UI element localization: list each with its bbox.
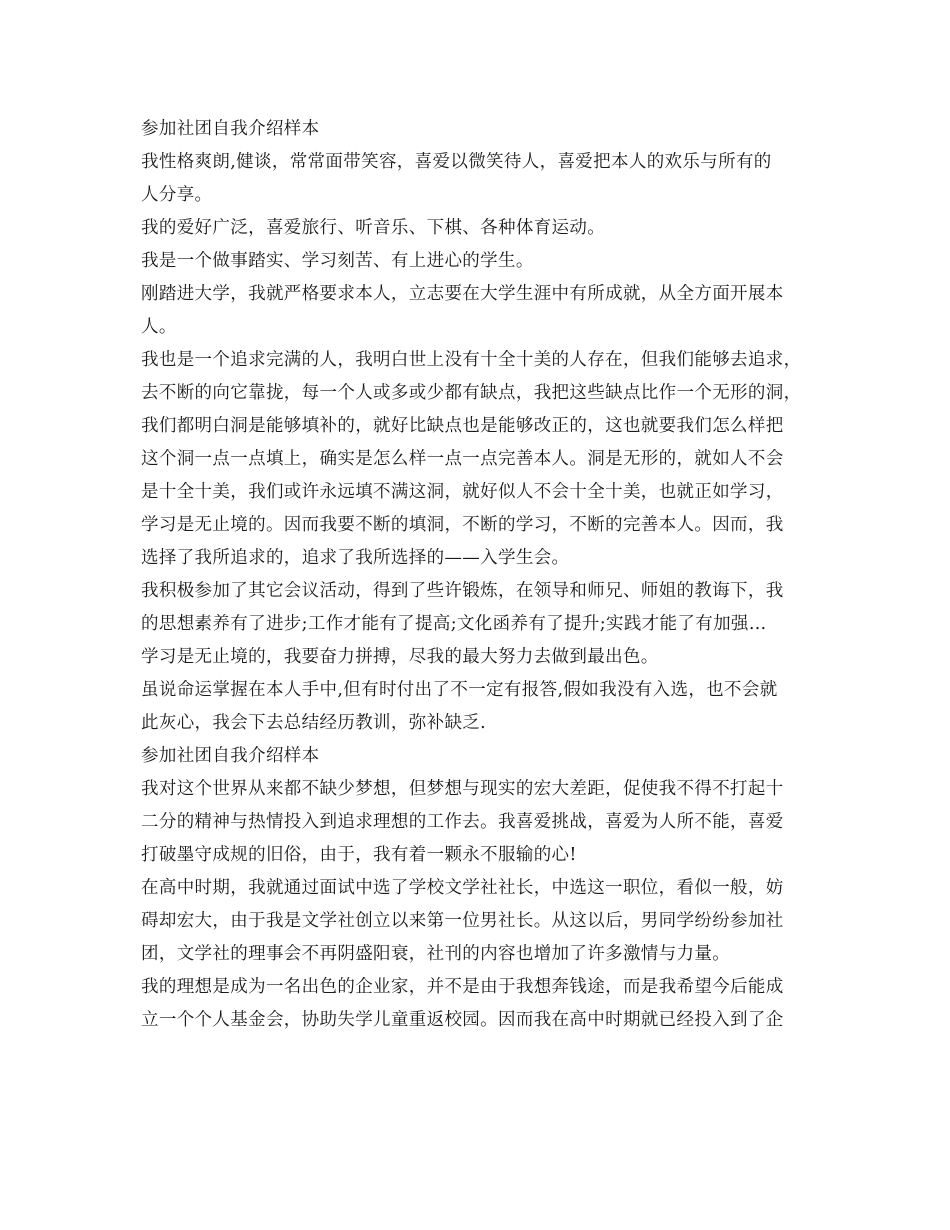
paragraph-line: 我积极参加了其它会议活动，得到了些许锻炼，在领导和师兄、师姐的教诲下，我 bbox=[141, 581, 784, 601]
paragraph-line: 我的爱好广泛，喜爱旅行、听音乐、下棋、各种体育运动。 bbox=[141, 218, 606, 238]
paragraph-line: 二分的精神与热情投入到追求理想的工作去。我喜爱挑战，喜爱为人所不能，喜爱 bbox=[141, 812, 784, 832]
paragraph-line: 学习是无止境的。因而我要不断的填洞，不断的学习，不断的完善本人。因而，我 bbox=[141, 515, 784, 535]
section-title: 参加社团自我介绍样本 bbox=[141, 119, 320, 139]
paragraph-line: 我对这个世界从来都不缺少梦想，但梦想与现实的宏大差距，促使我不得不打起十 bbox=[141, 779, 784, 799]
paragraph-line: 立一个个人基金会，协助失学儿童重返校园。因而我在高中时期就已经投入到了企 bbox=[141, 1010, 784, 1030]
paragraph-line: 碍却宏大，由于我是文学社创立以来第一位男社长。从这以后，男同学纷纷参加社 bbox=[141, 911, 784, 931]
section-title: 参加社团自我介绍样本 bbox=[141, 746, 320, 766]
paragraph-line: 在高中时期，我就通过面试中选了学校文学社社长，中选这一职位，看似一般，妨 bbox=[141, 878, 784, 898]
paragraph-line: 我是一个做事踏实、学习刻苦、有上进心的学生。 bbox=[141, 251, 534, 271]
paragraph-line: 人。 bbox=[141, 317, 177, 337]
paragraph-line: 刚踏进大学，我就严格要求本人，立志要在大学生涯中有所成就，从全方面开展本 bbox=[141, 284, 784, 304]
paragraph-line: 选择了我所追求的，追求了我所选择的——入学生会。 bbox=[141, 548, 570, 568]
paragraph-line: 我的理想是成为一名出色的企业家，并不是由于我想奔钱途，而是我希望今后能成 bbox=[141, 977, 784, 997]
paragraph-line: 学习是无止境的，我要奋力拼搏，尽我的最大努力去做到最出色。 bbox=[141, 647, 659, 667]
paragraph-line: 人分享。 bbox=[141, 185, 213, 205]
paragraph-line: 虽说命运掌握在本人手中,但有时付出了不一定有报答,假如我没有入选，也不会就 bbox=[141, 680, 778, 700]
paragraph-line: 去不断的向它靠拢，每一个人或多或少都有缺点，我把这些缺点比作一个无形的洞， bbox=[141, 383, 802, 403]
paragraph-line: 的思想素养有了进步;工作才能有了提高;文化函养有了提升;实践才能了有加强… bbox=[141, 614, 767, 634]
paragraph-line: 此灰心，我会下去总结经历教训，弥补缺乏. bbox=[141, 713, 487, 733]
paragraph-line: 我性格爽朗,健谈，常常面带笑容，喜爱以微笑待人，喜爱把本人的欢乐与所有的 bbox=[141, 152, 772, 172]
paragraph-line: 是十全十美，我们或许永远填不满这洞，就好似人不会十全十美，也就正如学习， bbox=[141, 482, 784, 502]
paragraph-line: 打破墨守成规的旧俗，由于，我有着一颗永不服输的心! bbox=[141, 845, 577, 865]
document-page bbox=[141, 113, 819, 1037]
paragraph-line: 我们都明白洞是能够填补的，就好比缺点也是能够改正的，这也就要我们怎么样把 bbox=[141, 416, 784, 436]
paragraph-line: 团，文学社的理事会不再阴盛阳衰，社刊的内容也增加了许多激情与力量。 bbox=[141, 944, 731, 964]
paragraph-line: 我也是一个追求完满的人，我明白世上没有十全十美的人存在，但我们能够去追求， bbox=[141, 350, 802, 370]
paragraph-line: 这个洞一点一点填上，确实是怎么样一点一点完善本人。洞是无形的，就如人不会 bbox=[141, 449, 784, 469]
